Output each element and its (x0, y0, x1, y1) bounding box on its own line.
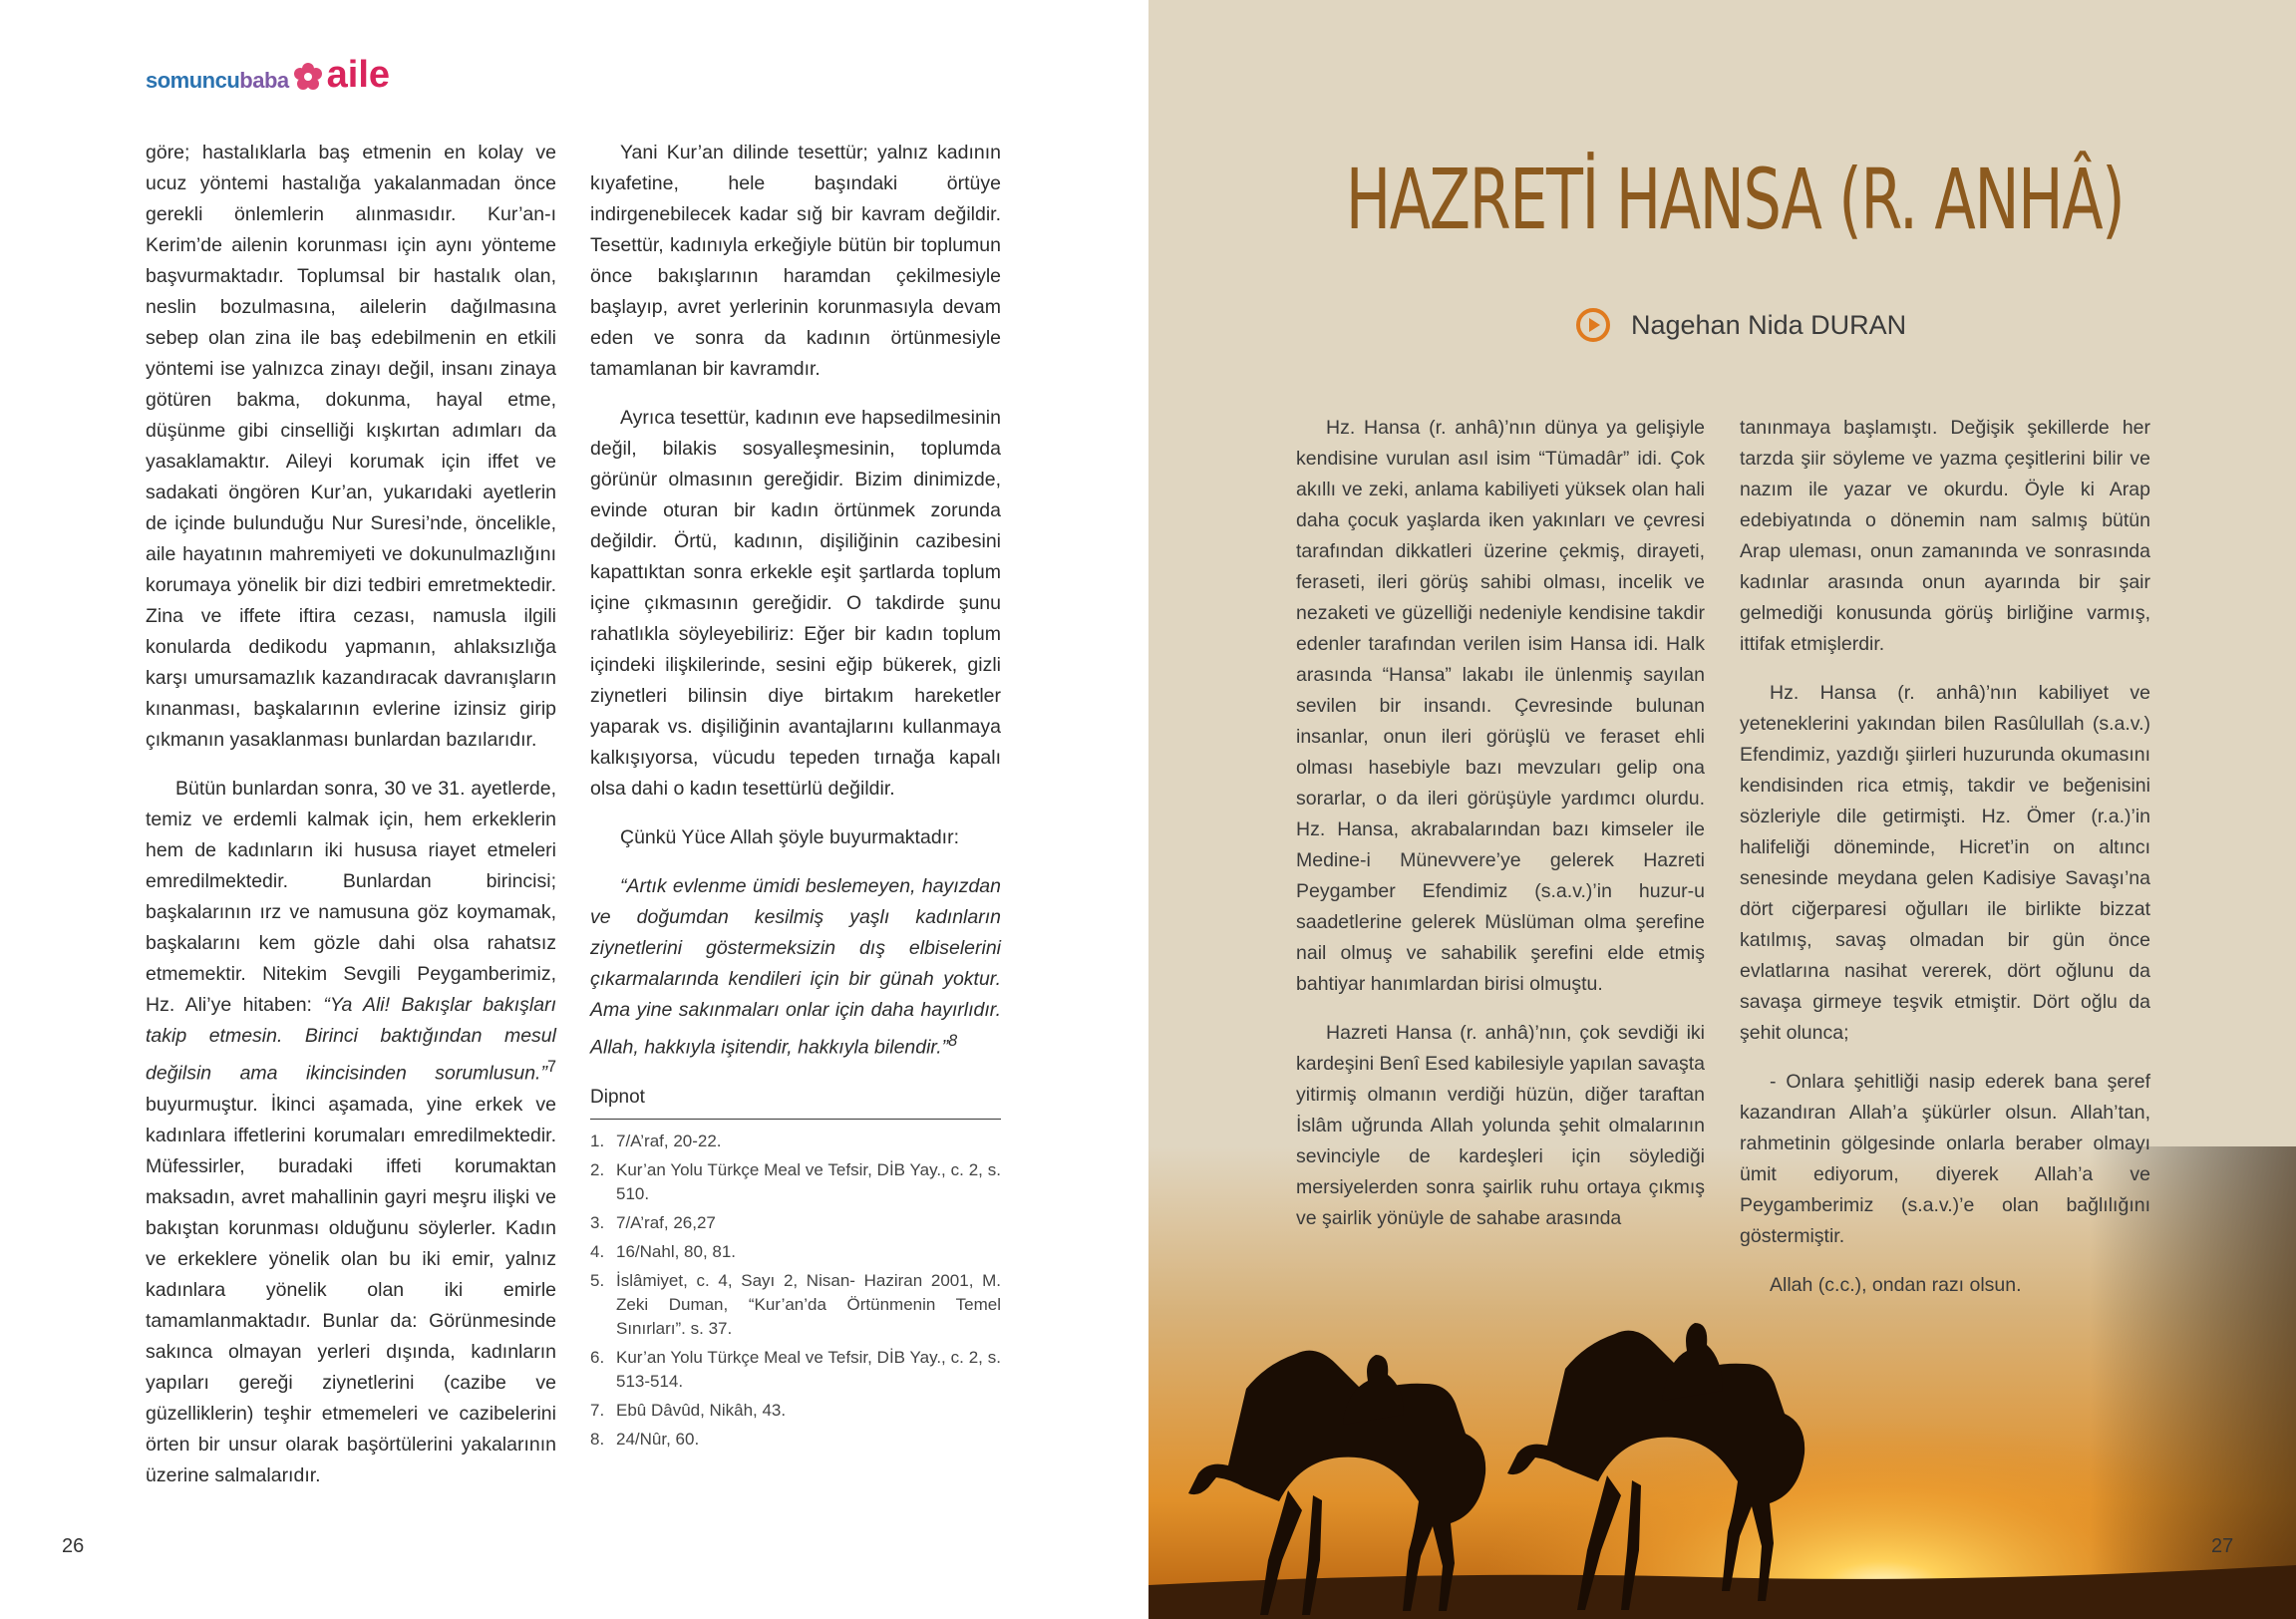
logo-baba: baba (239, 68, 289, 93)
footnote-item (590, 1428, 1001, 1452)
flower-logo-icon (293, 62, 323, 92)
footnote-text: 16/Nahl, 80, 81. (616, 1241, 737, 1261)
play-circle-icon (1575, 307, 1611, 343)
footnote-text: Ebû Dâvûd, Nikâh, 43. (616, 1400, 787, 1420)
footnote-text: Kur’an Yolu Türkçe Meal ve Tefsir, DİB Yay., c. 2, s. 513-514. (616, 1347, 1001, 1391)
verse-quote (590, 871, 1001, 1064)
footnote-number: 4. (590, 1241, 605, 1261)
footnote-number: 3. (590, 1212, 605, 1232)
paragraph: göre; hastalıklarla baş etmenin en kolay ve ucuz yöntemi hastalığa yakalanmadan önce gerekli önlemlerin alınmasıdır. Kur’an-ı Kerim’de ailenin korunması için aynı yönteme başvurmaktadır. Toplumsal bir hastalık olan, neslin bozulmasına, ailelerin dağılmasına sebep olan zina ile baş edebilmenin en etkili yöntemi ise yalnızca zinayı değil, insanı zinaya götüren bakma, dokunma, hayal etme, düşünme gibi cinselliği kışkırtan adımları da yasaklamaktır. Aileyi korumak için iffet ve sadakati öngören Kur’an, yukarıdaki ayetlerin de içinde bulunduğu Nur Suresi’nde, öncelikle, aile hayatının mahremiyeti ve dokunulmazlığını korumaya yönelik bir dizi tedbiri emretmektedir. Zina ve iffete iftira cezası, namusla ilgili konularda dedikodu yapmanın, ahlaksızlığa karşı umursamazlık kazandıracak davranışların kınanması, başkalarının evlerine izinsiz girip çıkmanın yasaklanması bunlardan bazılarıdır. (146, 142, 556, 751)
footnote-item (590, 1269, 1001, 1341)
right-column-1 (1296, 413, 1705, 1252)
paragraph: Çünkü Yüce Allah şöyle buyurmaktadır: (620, 826, 959, 848)
footnotes-heading: Dipnot (590, 1082, 1001, 1120)
footnote-item (590, 1240, 1001, 1264)
footnote-item (590, 1399, 1001, 1423)
magazine-logo (146, 56, 390, 94)
footnote-item (590, 1158, 1001, 1206)
logo-somuncu: somuncu (146, 68, 240, 93)
article-title: HAZRETİ HANSA (R. ANHÂ) (1345, 151, 2125, 248)
right-column-2 (1740, 413, 2150, 1319)
paragraph: Hazreti Hansa (r. anhâ)’nın, çok sevdiği iki kardeşini Benî Esed kabilesiyle yapılan savaşta yitirmiş olmanın verdiği hüzün, diğer taraftan İslâm uğrunda Allah yolunda şehit olmalarının sevinciyle de kardeşleri için söylediği mersiyelerden sonra şairlik ruhu ortaya çıkmış ve şairlik yönüyle de sahabe arasında (1296, 1022, 1705, 1229)
paragraph: Hz. Hansa (r. anhâ)’nın kabiliyet ve yeteneklerini yakından bilen Rasûlullah (s.a.v.) Efendimiz, yazdığı şiirleri huzurunda okumasını kendisinden rica etmiş, takdir ve beğenisini sözleriyle dile getirmişti. Hz. Ömer (r.a.)’in halifeliği döneminde, Hicret’in on altıncı senesinde meydana gelen Kadisiye Savaşı’na dört ciğerparesi oğulları ile birlikte bizzat katılmış, savaş olmadan bir gün önce evlatlarına nasihat vererek, dört oğlunu da savaşa girmeye teşvik etmiştir. Dört oğlu da şehit olunca; (1740, 682, 2150, 1044)
paragraph: tanınmaya başlamıştı. Değişik şekillerde her tarzda şiir söyleme ve yazma çeşitlerini bilir ve nazım ile yazar ve okurdu. Öyle ki Arap edebiyatında o dönemin nam salmış bütün Arap uleması, onun zamanında ve sonrasında kadınlar arasında onun ayarında bir şair gelmediği konusunda görüş birliğine varmış, ittifak etmişlerdir. (1740, 417, 2150, 655)
logo-aile: aile (326, 54, 391, 96)
text-span: buyurmuştur. İkinci aşamada, yine erkek ve kadınlara iffetlerini korumaları emredilmektedir. Müfessirler, buradaki iffeti korumaktan maksadın, avret mahallinin gayri meşru ilişki ve bakıştan korunması olduğunu söylerler. Kadın ve erkeklere yönelik olan bu iki emir, yalnız kadınlara yönelik olan iki emirle tamamlanmaktadır. Bunlar da: Görünmesinde sakınca olmayan yerleri dışında, kadınların yapıları gereği ziynetlerini (cazibe ve güzelliklerin) teşhir etmemeleri ve cazibelerini örten bir unsur olarak başörtülerini yakalarının üzerine salmalarıdır. (146, 1093, 556, 1486)
paragraph: Allah (c.c.), ondan razı olsun. (1770, 1274, 2022, 1296)
logo-wordmark (146, 68, 289, 94)
page-number-right: 27 (2211, 1535, 2234, 1557)
paragraph (146, 774, 556, 1491)
footnote-ref: 8 (948, 1032, 958, 1050)
page-number-left: 26 (62, 1535, 85, 1557)
author-name: Nagehan Nida DURAN (1631, 309, 1907, 340)
footnote-number: 8. (590, 1429, 605, 1449)
footnote-number: 2. (590, 1159, 605, 1179)
paragraph: - Onlara şehitliği nasip ederek bana şeref kazandıran Allah’a şükürler olsun. Allah’tan, rahmetinin gölgesinde onlarla beraber olmayı ümit ediyorum, diyerek Allah’a ve Peygamberimiz (s.a.v.)’e olan bağlılığını göstermiştir. (1740, 1071, 2150, 1247)
footnote-number: 7. (590, 1400, 605, 1420)
paragraph: Yani Kur’an dilinde tesettür; yalnız kadının kıyafetine, hele başındaki örtüye indirgenebilecek kadar sığ bir kavram değildir. Tesettür, kadınıyla erkeğiyle bütün bir toplumun önce bakışlarının haramdan çekilmesiyle başlayıp, avret yerlerinin korunmasıyla devam eden ve sonra da kadının örtünmesiyle tamamlanan bir kavramdır. (590, 142, 1001, 380)
footnote-text: Kur’an Yolu Türkçe Meal ve Tefsir, DİB Yay., c. 2, s. 510. (616, 1159, 1001, 1203)
hadith-quote: “Ya Ali! Bakışlar bakışları takip etmesin. Birinci baktığından mesul değilsin ama ikincisinden sorumlusun.” (146, 994, 557, 1085)
paragraph: Hz. Hansa (r. anhâ)’nın dünya ya gelişiyle kendisine vurulan asıl isim “Tümadâr” idi. Çok akıllı ve zeki, anlama kabiliyeti yüksek olan hali daha çocuk yaşlarda iken yakınları ve çevresi tarafından dikkatleri üzerine çekmiş, dirayeti, feraseti, ileri görüş sahibi olması, incelik ve nezaketi ve güzelliği nedeniyle kendisine takdir edenler tarafından verilen isim Hansa idi. Halk arasında “Hansa” lakabı ile ünlenmiş sayılan sevilen bir insandı. Çevresinde bulunan insanlar, onun ileri görüşlü ve feraset ehli olması hasebiyle bazı mevzuları gelip ona sorarlar, o da ileri görüşüyle yardımcı olurdu. Hz. Hansa, akrabalarından bazı kimseler ile Medine-i Münevvere’ye gelerek Hazreti Peygamber Efendimiz (s.a.v.)’in huzur-u saadetlerine gelerek Müslüman olma şerefine nail olmuş ve sahabilik şerefini elde etmiş bahtiyar hanımlardan birisi olmuştu. (1296, 417, 1705, 995)
footnote-text: İslâmiyet, c. 4, Sayı 2, Nisan- Haziran 2001, M. Zeki Duman, “Kur’an’da Örtünmenin Temel Sınırları”. s. 37. (616, 1270, 1001, 1338)
paragraph: Ayrıca tesettür, kadının eve hapsedilmesinin değil, bilakis sosyalleşmesinin, toplumda görünür olmasının gereğidir. Bizim dinimizde, evinde oturan bir kadın örtünmek zorunda değildir. Örtü, kadının, dişiliğinin cazibesini kapattıktan sonra erkekle eşit şartlarda toplum içine çıkmasının gereğidir. O takdirde şunu rahatlıkla söyleyebiliriz: Eğer bir kadın toplum içindeki ilişkilerinde, sesini eğip bükerek, gizli ziynetleri bilinsin diye birtakım hareketler yaparak vs. dişiliğinin avantajlarını kullanmaya kalkışıyorsa, vücudu tepeden tırnağa kapalı olsa dahi o kadın tesettürlü değildir. (590, 407, 1001, 800)
footnote-text: 24/Nûr, 60. (616, 1429, 700, 1449)
footnote-number: 1. (590, 1131, 605, 1150)
footnote-text: 7/A’raf, 20-22. (616, 1131, 722, 1150)
footnote-number: 5. (590, 1270, 605, 1290)
footnote-ref: 7 (546, 1058, 556, 1076)
footnote-number: 6. (590, 1347, 605, 1367)
left-column-1 (146, 138, 556, 1509)
author-byline (1575, 307, 1906, 343)
footnote-item (590, 1346, 1001, 1394)
text-span: Bütün bunlardan sonra, 30 ve 31. ayetlerde, temiz ve erdemli kalmak için, hem erkeklerin hem de kadınların iki hususa riayet etmeleri emredilmektedir. Bunlardan birincisi; başkalarının ırz ve namusuna göz koymamak, başkalarını kem gözle dahi olsa rahatsız etmemektir. Nitekim Sevgili Peygamberimiz, Hz. Ali’ye hitaben: (146, 778, 556, 1016)
footnote-item (590, 1211, 1001, 1235)
footnote-text: 7/A’raf, 26,27 (616, 1212, 716, 1232)
footnotes-list (590, 1130, 1001, 1452)
quote-text: “Artık evlenme ümidi beslemeyen, hayızdan ve doğumdan kesilmiş yaşlı kadınların ziynetlerini göstermeksizin dış elbiselerini çıkarmalarında kendileri için bir günah yoktur. Ama yine sakınmaları onlar için daha hayırlıdır. Allah, hakkıyla işitendir, hakkıyla bilendir.” (590, 875, 1001, 1059)
footnote-item (590, 1130, 1001, 1153)
left-column-2 (590, 138, 1001, 1457)
